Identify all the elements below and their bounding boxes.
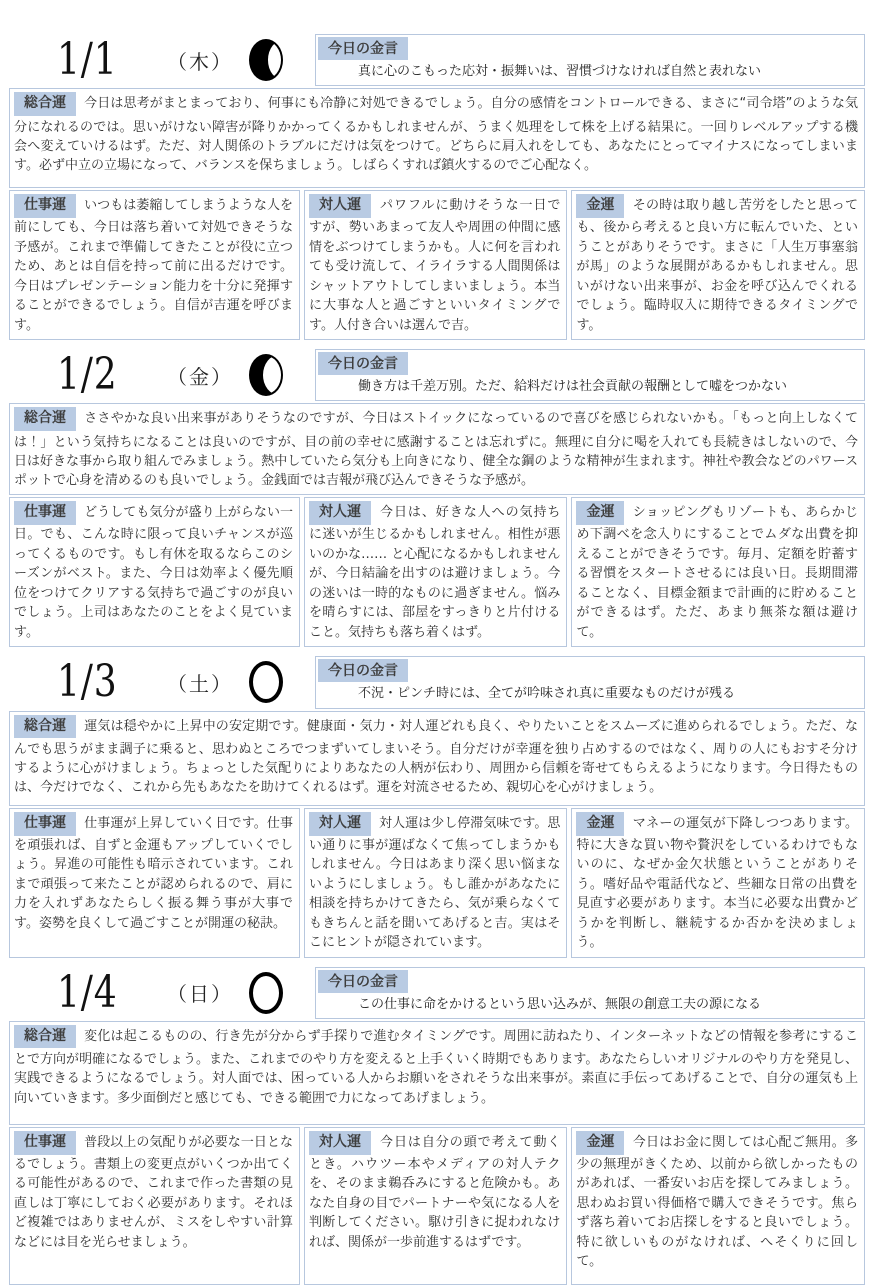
money-fortune-box — [571, 808, 865, 958]
work-text: 普段以上の気配りが必要な一日となるでしょう。書類上の変更点がいくつか出てくる可能性があるので、これまで作った書類の見直しは丁寧にしておく必要があります。それほど複雑ではありませんが、ミスをしやすい計算などには目を光らせましょう。 — [14, 1134, 294, 1250]
date-header — [9, 349, 865, 401]
quote-text: 働き方は千差万別。ただ、給料だけは社会貢献の報酬として嘘をつかない — [358, 379, 788, 395]
money-text: ショッピングもリゾートも、あらかじめ下調べを念入りにすることでムダな出費を抑えることができそうです。毎月、定額を貯蓄する習慣をスタートさせるには良い日。長期間滞ることなく、目標金額まで計画的に貯めることができるはず。ただ、あまり無茶な額は避けて。 — [576, 505, 858, 640]
date-header — [9, 656, 865, 708]
personal-fortune-box — [304, 497, 567, 647]
quote-text: この仕事に命をかけるという思い込みが、無限の創意工夫の源になる — [358, 996, 762, 1012]
section-jan-1 — [9, 34, 865, 340]
quote-label: 今日の金言 — [318, 352, 408, 375]
money-label: 金運 — [576, 812, 624, 836]
quote-label: 今日の金言 — [318, 37, 408, 60]
work-text: 仕事運が上昇していく日です。仕事を頑張れば、自ずと金運もアップしていくでしょう。昇進の可能性も暗示されています。これまで頑張って来たことが認められるので、肩に力を入れずあなたらしく振る舞う事が大事です。姿勢を良くして過ごすことが開運の秘訣。 — [14, 815, 294, 931]
overall-text: ささやかな良い出来事がありそうなのですが、今日はストイックになっているので喜びを感じられないかも。「もっと向上しなくては！」という気持ちになることは良いのですが、目の前の幸せに感謝することは忘れずに。無理に自分に喝を入れても長続きはしないので、今日は好きな事から取り組んでみましょう。熱中していたら気分も上向きになり、健全な鋼のような精神が生まれます。神社や教会などのパワースポットで心身を清めるのも良いでしょう。金銭面では吉報が飛び込んできそうな予感が。 — [14, 411, 858, 489]
overall-fortune-box — [9, 88, 865, 188]
quote-box — [315, 967, 865, 1019]
fortune-columns — [9, 808, 865, 958]
overall-fortune-box — [9, 711, 865, 806]
work-fortune-box — [9, 190, 300, 340]
quote-text: 真に心のこもった応対・振舞いは、習慣づけなければ自然と表れない — [358, 64, 762, 79]
money-fortune-box — [571, 190, 865, 340]
overall-fortune-box — [9, 1021, 865, 1125]
section-jan-3 — [9, 656, 865, 957]
moon-phase-icon — [249, 661, 283, 703]
date-text: 1/2 — [57, 349, 118, 401]
personal-label: 対人運 — [309, 501, 371, 525]
personal-text: 今日は、好きな人への気持ちに迷いが生じるかもしれません。相性が悪いのかな…… と心配になるかもしれませんが、今日結論を出すのは避けましょう。今の迷いは一時的なものに過ぎません。悩みを晴らすには、部屋をすっきりと片付けること。気持ちも落ち着くはず。 — [309, 505, 561, 640]
overall-text: 運気は穏やかに上昇中の安定期です。健康面・気力・対人運どれも良く、やりたいことをスムーズに進められるでしょう。ただ、なんでも思うがまま調子に乗ると、思わぬところでつまずいてしまいそう。自分だけが幸運を独り占めするのではなく、周りの人にもおすそ分けするように心がけましょう。ちょっとした気配りによりあなたの人柄が伝わり、周囲から信頼を寄せてもらえるようになります。今日得たものは、今だけでなく、これから先もあなたを助けてくれるはず。運を対流させるため、親切心を心がけましょう。 — [14, 718, 858, 796]
date-text: 1/3 — [57, 656, 118, 708]
fortune-columns — [9, 1127, 865, 1285]
quote-label: 今日の金言 — [318, 659, 408, 682]
date-text: 1/1 — [57, 34, 118, 86]
money-fortune-box — [571, 497, 865, 647]
money-label: 金運 — [576, 1131, 624, 1155]
money-label: 金運 — [576, 501, 624, 525]
personal-text: 対人運は少し停滞気味です。思い通りに事が運ばなくて焦ってしまうかもしれません。今日はあまり深く思い悩まないようにしましょう。もし誰かがあなたに相談を持ちかけてきたら、気が乗らなくてもきちんと話を聞いてあげると吉。実はそこにヒントが隠されています。 — [309, 815, 561, 951]
section-jan-2 — [9, 349, 865, 647]
money-text: マネーの運気が下降しつつあります。特に大きな買い物や贅沢をしているわけでもないのに、なぜか金欠状態ということがありそう。嗜好品や電話代など、些細な日常の出費を見直す必要があります。本当に必要な出費かどうかを判断し、継続するか否かを決めましょう。 — [576, 815, 858, 951]
personal-fortune-box — [304, 190, 567, 340]
overall-text: 変化は起こるものの、行き先が分からず手探りで進むタイミングです。周囲に訪ねたり、インターネットなどの情報を参考にすることで方向が明確になるでしょう。また、これまでのやり方を変えると上手くいく時期でもあります。あなたらしいオリジナルのやり方を発見し、実践できるようになるでしょう。対人面では、困っている人からお願いをされそうな出来事が。素直に手伝ってあげることで、自分の運気も上向いていきます。多少面倒だと感じても、できる範囲で力になってあげましょう。 — [14, 1028, 858, 1106]
horoscope-page — [9, 0, 865, 1285]
money-text: 今日はお金に関しては心配ご無用。多少の無理がきくため、以前から欲しかったものがあれば、一番安いお店を探してみましょう。思わぬお買い得価格で購入できそうです。焦らず落ち着いてお店探しをすると良いでしょう。特に欲しいものがなければ、へそくりに回して。 — [576, 1134, 858, 1270]
personal-fortune-box — [304, 1127, 567, 1285]
work-label: 仕事運 — [14, 501, 76, 525]
fortune-columns — [9, 190, 865, 340]
weekday-text: （日） — [167, 982, 233, 1007]
quote-box — [315, 34, 865, 86]
money-label: 金運 — [576, 194, 624, 218]
work-text: どうしても気分が盛り上がらない一日。でも、こんな時に限って良いチャンスが巡ってくるものです。もし有休を取るならこのシーズンがベスト。また、今日は効率よく優先順位をつけてクリアする気持ちで過ごすのが良いでしょう。上司はあなたのことをよく見ています。 — [14, 505, 294, 640]
weekday-text: （金） — [167, 364, 233, 389]
overall-text: 今日は思考がまとまっており、何事にも冷静に対処できるでしょう。自分の感情をコントロールできる、まさに“司令塔”のような気分になれるのでは。思いがけない障害が降りかかってくるかもしれませんが、うまく処理をして株を上げる結果に。一回りレベルアップする機会へ変えていけるはず。ただ、対人関係のトラブルにだけは気をつけて。どちらに肩入れをしても、あなたにとってマイナスになってしまいます。必ず中立の立場になって、バランスを保ちましょう。しばらくすれば鎮火するのでご心配なく。 — [14, 96, 858, 173]
overall-fortune-box — [9, 403, 865, 495]
moon-phase-icon — [249, 39, 283, 81]
personal-label: 対人運 — [309, 194, 371, 218]
overall-label: 総合運 — [14, 1025, 76, 1049]
personal-label: 対人運 — [309, 812, 371, 836]
quote-label: 今日の金言 — [318, 970, 408, 993]
work-fortune-box — [9, 808, 300, 958]
fortune-columns — [9, 497, 865, 647]
work-fortune-box — [9, 1127, 300, 1285]
weekday-text: （木） — [167, 49, 233, 74]
money-fortune-box — [571, 1127, 865, 1285]
work-label: 仕事運 — [14, 1131, 76, 1155]
overall-label: 総合運 — [14, 407, 76, 431]
money-text: その時は取り越し苦労をしたと思っても、後から考えると良い方に転んでいた、ということがありそうです。まさに「人生万事塞翁が馬」のような展開があるかもしれません。思いがけない出来事が、お金を呼び込んでくれるでしょう。臨時収入に期待できるタイミングです。 — [576, 198, 858, 333]
personal-fortune-box — [304, 808, 567, 958]
work-text: いつもは萎縮してしまうような人を前にしても、今日は落ち着いて対処できそうな予感が。これまで準備してきたことが役に立つため、あとは自信を持って前に出るだけです。今日はプレゼンテーション能力を十分に発揮することができるでしょう。自信が吉運を呼びます。 — [14, 198, 294, 333]
moon-phase-icon — [249, 972, 283, 1014]
moon-phase-icon — [249, 354, 283, 396]
personal-text: 今日は自分の頭で考えて動くとき。ハウツー本やメディアの対人テクを、そのまま鵜呑みにすると危険かも。あなた自身の目でパートナーや気になる人を判断してください。駆け引きに捉われなければ、関係が一歩前進するはずです。 — [309, 1134, 561, 1250]
date-header — [9, 34, 865, 86]
quote-box — [315, 349, 865, 401]
personal-text: パワフルに動けそうな一日ですが、勢いあまって友人や周囲の仲間に感情をぶつけてしまうかも。人に何を言われても受け流して、イライラする人間関係はシャットアウトしてしまいましょう。本当に大事な人と過ごすといいタイミングです。人付き合いは選んで吉。 — [309, 198, 561, 333]
work-label: 仕事運 — [14, 194, 76, 218]
work-label: 仕事運 — [14, 812, 76, 836]
quote-box — [315, 656, 865, 708]
personal-label: 対人運 — [309, 1131, 371, 1155]
quote-text: 不況・ピンチ時には、全てが吟味され真に重要なものだけが残る — [358, 686, 736, 702]
work-fortune-box — [9, 497, 300, 647]
weekday-text: （土） — [167, 671, 233, 696]
overall-label: 総合運 — [14, 92, 76, 116]
section-jan-4 — [9, 967, 865, 1285]
date-text: 1/4 — [57, 966, 118, 1018]
date-header — [9, 967, 865, 1019]
overall-label: 総合運 — [14, 715, 76, 739]
